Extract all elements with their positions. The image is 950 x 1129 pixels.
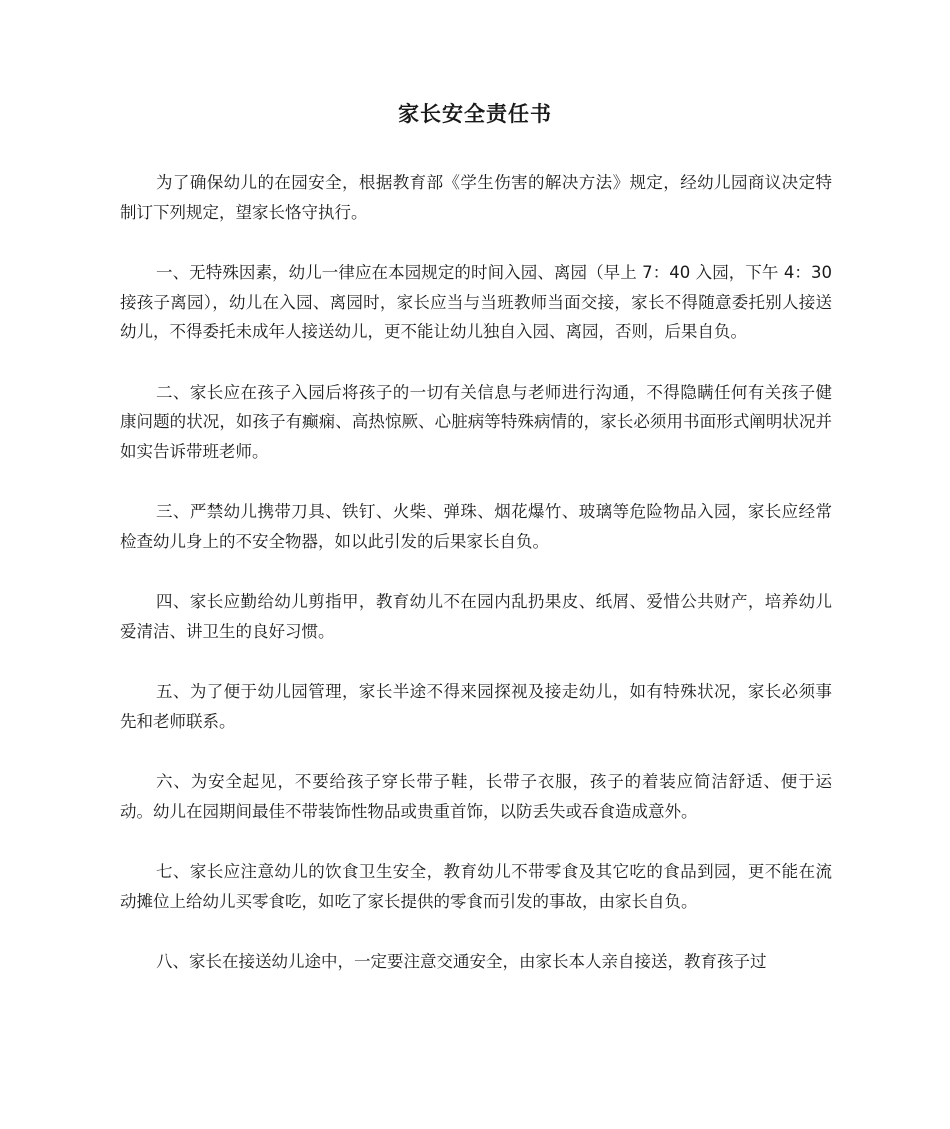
intro-paragraph: 为了确保幼儿的在园安全，根据教育部《学生伤害的解决方法》规定，经幼儿园商议决定特制订下列规定，望家长恪守执行。 [120,173,832,222]
clause-5: 五、为了便于幼儿园管理，家长半途不得来园探视及接走幼儿，如有特殊状况，家长必须事先和老师联系。 [120,682,832,731]
clause-3: 三、严禁幼儿携带刀具、铁钉、火柴、弹珠、烟花爆竹、玻璃等危险物品入园，家长应经常检查幼儿身上的不安全物器，如以此引发的后果家长自负。 [120,502,832,551]
clause-1: 一、无特殊因素，幼儿一律应在本园规定的时间入园、离园（早上 7：40 入园，下午 4：30 接孩子离园），幼儿在入园、离园时，家长应当与当班教师当面交接，家长不得随意委托别人接送幼儿，不得委托未成年人接送幼儿，更不能让幼儿独自入园、离园，否则，后果自负。 [120,263,832,341]
document-body [120,168,832,1008]
clause-6: 六、为安全起见，不要给孩子穿长带子鞋，长带子衣服，孩子的着装应简洁舒适、便于运动。幼儿在园期间最佳不带装饰性物品或贵重首饰，以防丢失或吞食造成意外。 [120,772,832,821]
clause-8: 八、家长在接送幼儿途中，一定要注意交通安全，由家长本人亲自接送，教育孩子过 [156,952,767,971]
clause-2: 二、家长应在孩子入园后将孩子的一切有关信息与老师进行沟通，不得隐瞒任何有关孩子健康问题的状况，如孩子有癫痫、高热惊厥、心脏病等特殊病情的，家长必须用书面形式阐明状况并如实告诉带班老师。 [120,382,832,461]
document-title: 家长安全责任书 [398,102,552,126]
clause-7: 七、家长应注意幼儿的饮食卫生安全，教育幼儿不带零食及其它吃的食品到园，更不能在流动摊位上给幼儿买零食吃，如吃了家长提供的零食而引发的事故，由家长自负。 [120,862,832,911]
clause-4: 四、家长应勤给幼儿剪指甲，教育幼儿不在园内乱扔果皮、纸屑、爱惜公共财产，培养幼儿爱清洁、讲卫生的良好习惯。 [120,592,832,641]
